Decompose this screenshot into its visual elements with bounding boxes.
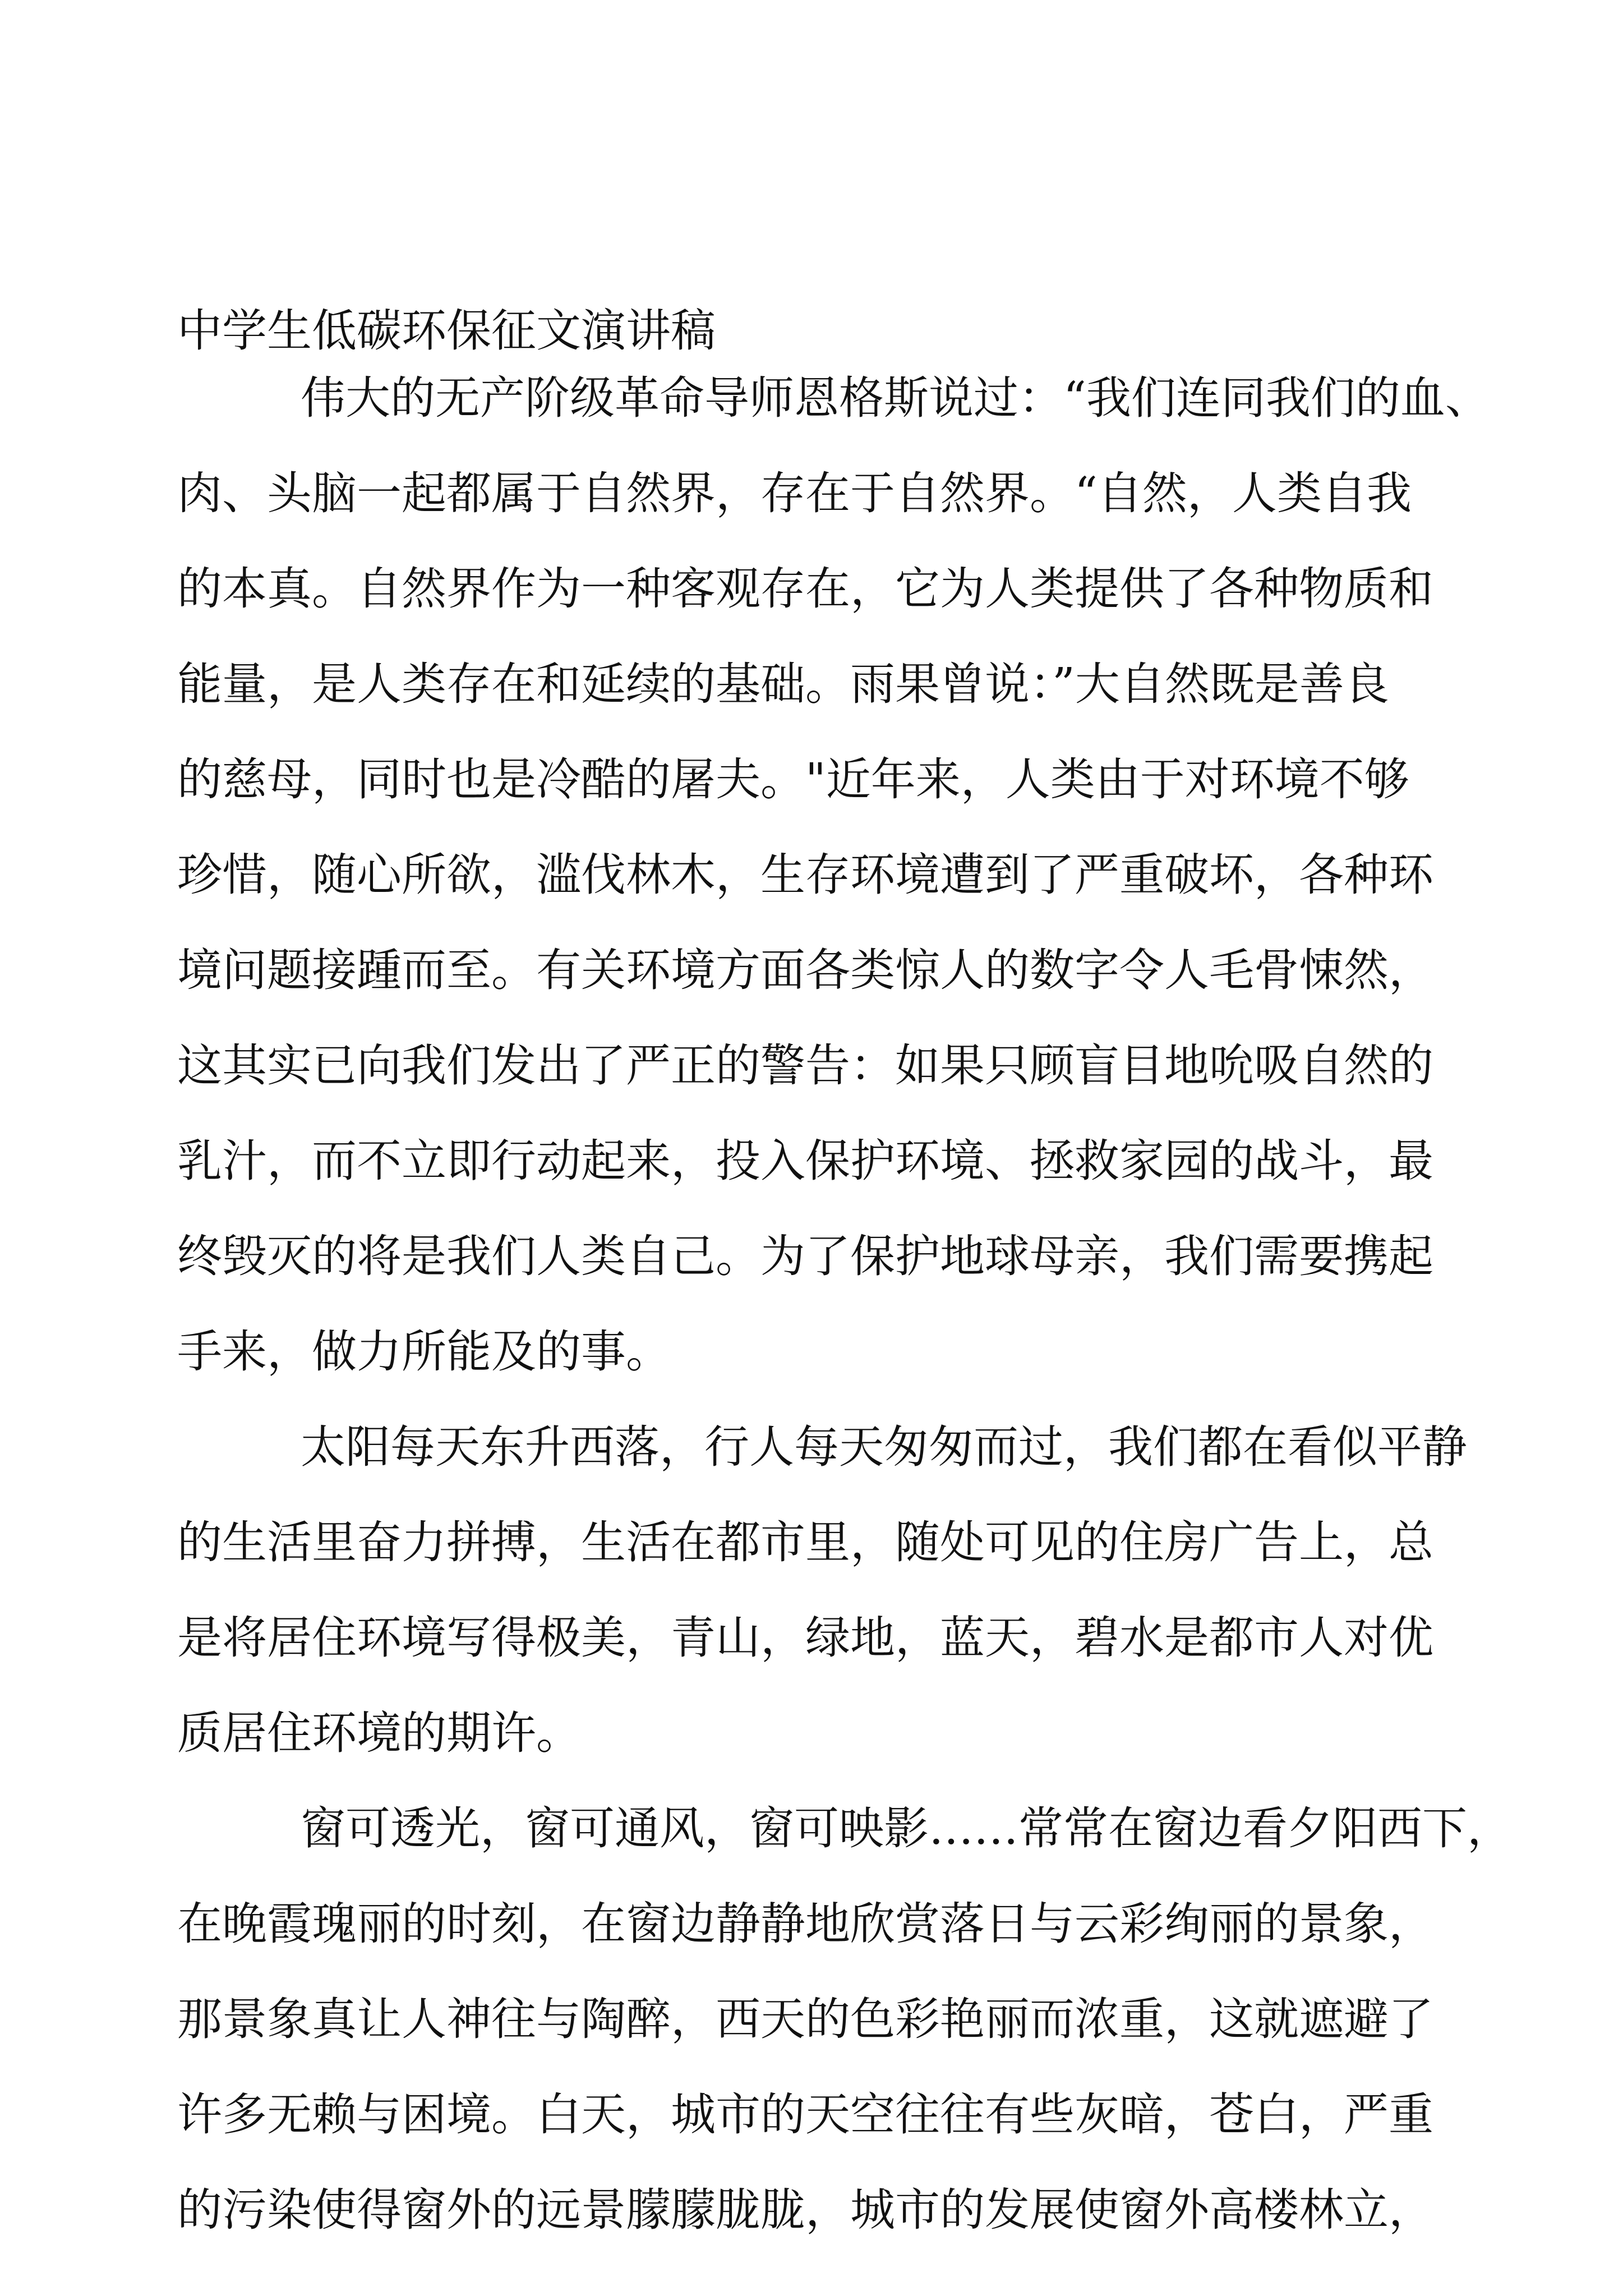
- body-line-4: 能量，是人类存在和延续的基础。雨果曾说：”大自然既是善良: [177, 658, 1389, 710]
- body-line-12: 太阳每天东升西落，行人每天匆匆而过，我们都在看似平静: [301, 1421, 1467, 1473]
- body-line-6: 珍惜，随心所欲，滥伐林木，生存环境遭到了严重破坏，各种环: [177, 849, 1433, 901]
- body-line-2: 肉、头脑一起都属于自然界，存在于自然界。“自然，人类自我: [177, 467, 1412, 519]
- body-line-19: 许多无赖与困境。白天，城市的天空往往有些灰暗，苍白，严重: [177, 2088, 1433, 2141]
- body-line-18: 那景象真让人神往与陶醉，西天的色彩艳丽而浓重，这就遮避了: [177, 1993, 1433, 2045]
- body-line-14: 是将居住环境写得极美，青山，绿地，蓝天，碧水是都市人对优: [177, 1612, 1433, 1664]
- document-title: 中学生低碳环保征文演讲稿: [177, 305, 716, 357]
- body-line-7: 境问题接踵而至。有关环境方面各类惊人的数字令人毛骨悚然，: [177, 944, 1433, 996]
- body-line-3: 的本真。自然界作为一种客观存在，它为人类提供了各种物质和: [177, 563, 1433, 615]
- body-line-20: 的污染使得窗外的远景朦朦胧胧，城市的发展使窗外高楼林立，: [177, 2184, 1433, 2236]
- body-line-11: 手来，做力所能及的事。: [177, 1326, 671, 1378]
- body-line-17: 在晚霞瑰丽的时刻，在窗边静静地欣赏落日与云彩绚丽的景象，: [177, 1898, 1433, 1950]
- body-line-15: 质居住环境的期许。: [177, 1707, 581, 1759]
- body-line-16: 窗可透光，窗可通风，窗可映影……常常在窗边看夕阳西下，: [301, 1802, 1512, 1855]
- body-line-13: 的生活里奋力拼搏，生活在都市里，随处可见的住房广告上，总: [177, 1516, 1433, 1568]
- body-line-5: 的慈母，同时也是冷酷的屠夫。"近年来，人类由于对环境不够: [177, 753, 1409, 806]
- body-line-8: 这其实已向我们发出了严正的警告：如果只顾盲目地吮吸自然的: [177, 1039, 1433, 1092]
- body-line-9: 乳汁，而不立即行动起来，投入保护环境、拯救家园的战斗，最: [177, 1135, 1433, 1187]
- body-line-1: 伟大的无产阶级革命导师恩格斯说过：“我们连同我们的血、: [301, 372, 1490, 424]
- body-line-10: 终毁灭的将是我们人类自己。为了保护地球母亲，我们需要携起: [177, 1230, 1433, 1282]
